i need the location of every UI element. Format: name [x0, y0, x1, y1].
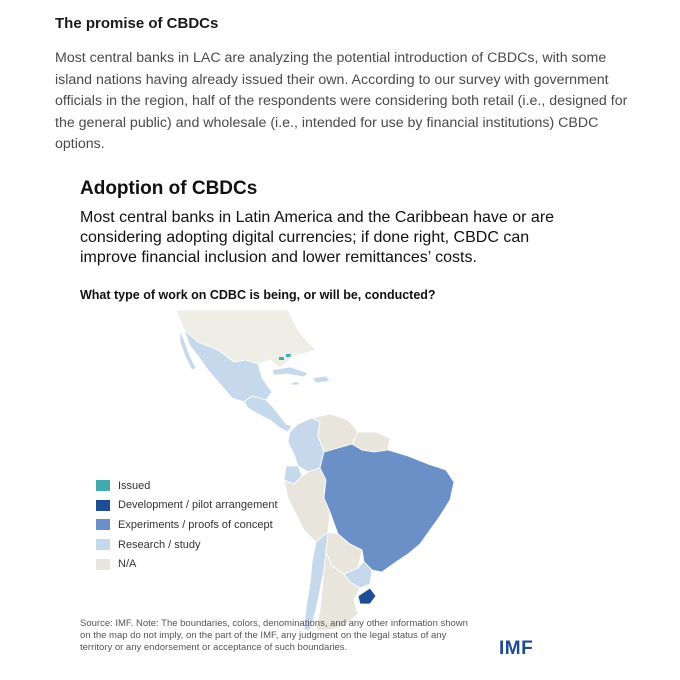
map-region-hispaniola: [312, 376, 330, 383]
legend-swatch: [96, 480, 110, 491]
map-region-uruguay: [358, 588, 376, 604]
legend-label: N/A: [118, 558, 137, 571]
section-title: The promise of CBDCs: [55, 15, 219, 32]
legend-label: Issued: [118, 479, 151, 492]
legend-item-research: [96, 535, 278, 555]
legend-swatch: [96, 519, 110, 530]
legend-swatch: [96, 559, 110, 570]
card-subtitle: Most central banks in Latin America and the Caribbean have or are considering adopting digital currencies; if done right, CBDC can improve financial inclusion and lower remittances’ costs.: [80, 209, 555, 266]
legend-swatch: [96, 500, 110, 511]
map-region-usa: [176, 310, 316, 368]
map-region-jamaica: [292, 382, 300, 385]
map-region-issued-islands: [279, 357, 284, 360]
legend-label: Research / study: [118, 538, 201, 551]
legend-label: Experiments / proofs of concept: [118, 518, 273, 531]
map-question: What type of work on CDBC is being, or will be, conducted?: [80, 288, 436, 302]
legend-item-issued: [96, 476, 278, 496]
legend-item-experiments: [96, 515, 278, 535]
legend-label: Development / pilot arrangement: [118, 499, 278, 512]
imf-logo: IMF: [499, 638, 534, 659]
source-note: Source: IMF. Note: The boundaries, colors, denominations, and any other information shown on the map do not imply, on the part of the IMF, any judgment on the legal status of any territory or any endorsement or acceptance of such boundaries.: [80, 618, 468, 653]
card-title: Adoption of CBDCs: [80, 178, 258, 199]
legend-item-na: [96, 554, 278, 574]
intro-paragraph: Most central banks in LAC are analyzing the potential introduction of CBDCs, with some island nations having already issued their own. According to our survey with government officials in the region, half of the respondents were considering both retail (i.e., designed for the general public) and wholesale (i.e., intended for use by financial institutions) CBDC options.: [55, 50, 628, 152]
infographic-card: [58, 170, 578, 666]
map-region-cuba: [272, 367, 308, 377]
map-legend: [96, 476, 278, 574]
legend-swatch: [96, 539, 110, 550]
map-region-colombia: [288, 418, 324, 472]
map-region-central-america: [244, 396, 292, 432]
legend-item-development: [96, 496, 278, 516]
